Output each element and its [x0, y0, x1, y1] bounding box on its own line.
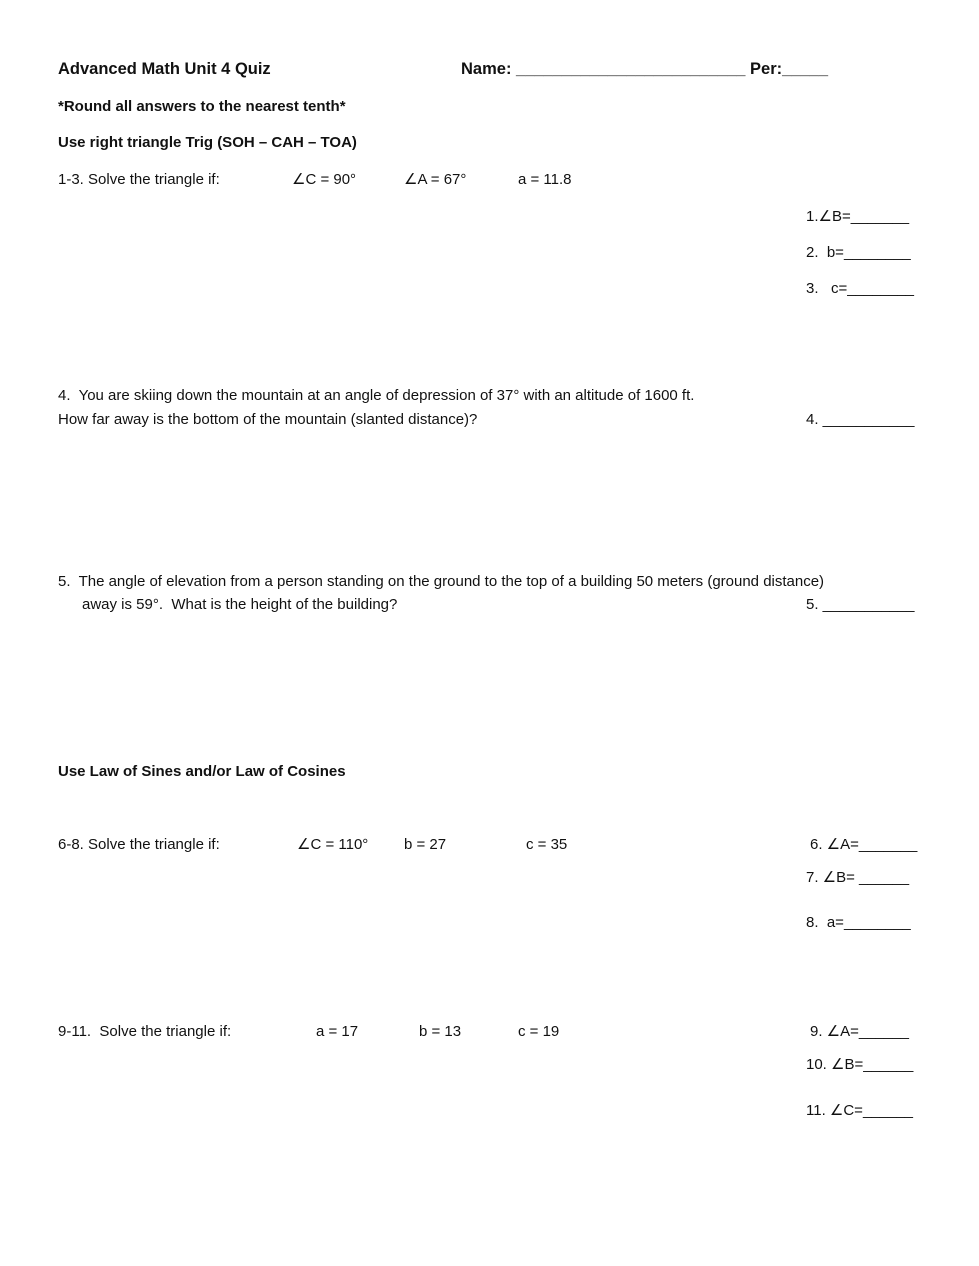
answer-blank-2[interactable]: 2. b=________ — [806, 244, 911, 261]
answer-blank-11[interactable]: 11. ∠C=______ — [806, 1102, 913, 1119]
answer-blank-10[interactable]: 10. ∠B=______ — [806, 1056, 914, 1073]
q6-8-given-side-c: c = 35 — [526, 836, 568, 853]
q6-8-prompt: 6-8. Solve the triangle if: — [58, 836, 220, 853]
answer-blank-8[interactable]: 8. a=________ — [806, 914, 911, 931]
answer-blank-3[interactable]: 3. c=________ — [806, 280, 915, 297]
q1-3-prompt: 1-3. Solve the triangle if: — [58, 171, 220, 188]
answer-blank-1[interactable]: 1.∠B=_______ — [806, 208, 910, 225]
answer-blank-4[interactable]: 4. ___________ — [806, 411, 915, 428]
q9-11-given-side-b: b = 13 — [419, 1023, 462, 1040]
q9-11-prompt: 9-11. Solve the triangle if: — [58, 1023, 232, 1040]
q5-text-line2: away is 59°. What is the height of the building? — [82, 596, 398, 613]
q6-8-given-side-b: b = 27 — [404, 836, 447, 853]
q1-3-given-angle-c: ∠C = 90° — [292, 171, 357, 188]
q1-3-given-angle-a: ∠A = 67° — [404, 171, 467, 188]
rounding-instruction: *Round all answers to the nearest tenth* — [58, 98, 346, 115]
q6-8-given-angle-c: ∠C = 110° — [297, 836, 369, 853]
answer-blank-9[interactable]: 9. ∠A=______ — [810, 1023, 909, 1040]
section-heading-right-triangle: Use right triangle Trig (SOH – CAH – TOA) — [58, 134, 357, 151]
q9-11-given-side-a: a = 17 — [316, 1023, 359, 1040]
q4-text-line2: How far away is the bottom of the mountain (slanted distance)? — [58, 411, 478, 428]
answer-blank-5[interactable]: 5. ___________ — [806, 596, 915, 613]
q9-11-given-side-c: c = 19 — [518, 1023, 560, 1040]
q1-3-given-side-a: a = 11.8 — [518, 171, 572, 188]
name-period-field[interactable]: Name: _________________________ Per:_____ — [461, 60, 828, 78]
quiz-title: Advanced Math Unit 4 Quiz — [58, 60, 271, 78]
answer-blank-7[interactable]: 7. ∠B= ______ — [806, 869, 910, 886]
q5-text-line1: 5. The angle of elevation from a person standing on the ground to the top of a building 50 meters (ground distance) — [58, 573, 825, 590]
section-heading-law-of-sines-cosines: Use Law of Sines and/or Law of Cosines — [58, 763, 346, 780]
answer-blank-6[interactable]: 6. ∠A=_______ — [810, 836, 918, 853]
q4-text-line1: 4. You are skiing down the mountain at an angle of depression of 37° with an altitude of 1600 ft. — [58, 387, 695, 404]
